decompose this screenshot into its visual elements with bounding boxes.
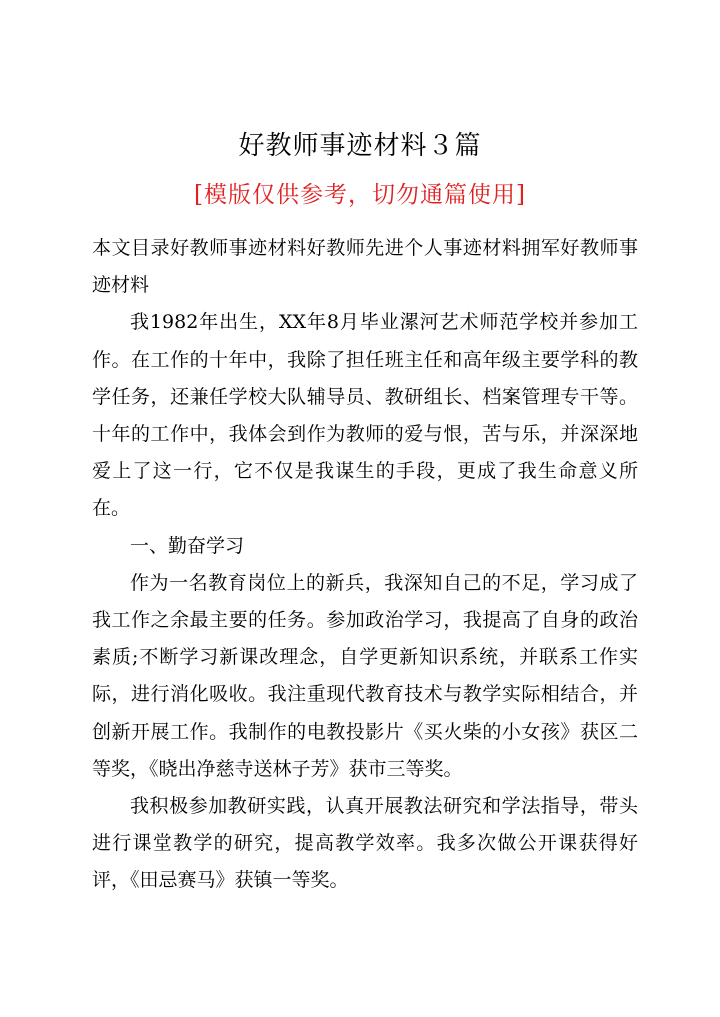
document-body — [92, 230, 638, 900]
paragraph-study: 作为一名教育岗位上的新兵，我深知自己的不足，学习成了我工作之余最主要的任务。参加政治学习，我提高了自身的政治素质;不断学习新课改理念，自学更新知识系统，并联系工作实际，进行消化吸收。我注重现代教育技术与教学实际相结合，并创新开展工作。我制作的电教投影片《买火柴的小女孩》获区二等奖，《晓出净慈寺送林子芳》获市三等奖。 — [92, 571, 638, 780]
paragraph-intro: 我1982年出生，XX年8月毕业漯河艺术师范学校并参加工作。在工作的十年中，我除了担任班主任和高年级主要学科的教学任务，还兼任学校大队辅导员、教研组长、档案管理专干等。十年的工作中，我体会到作为教师的爱与恨，苦与乐，并深深地爱上了这一行，它不仅是我谋生的手段，更成了我生命意义所在。 — [92, 311, 638, 520]
section-heading-study: 一、勤奋学习 — [130, 534, 245, 557]
template-disclaimer: [模版仅供参考，切勿通篇使用] — [194, 182, 526, 208]
document-title: 好教师事迹材料３篇 — [238, 131, 482, 161]
paragraph-research: 我积极参加教研实践，认真开展教法研究和学法指导，带头进行课堂教学的研究，提高教学效率。我多次做公开课获得好评，《田忌赛马》获镇一等奖。 — [92, 795, 638, 892]
table-of-contents: 本文目录好教师事迹材料好教师先进个人事迹材料拥军好教师事迹材料 — [92, 237, 638, 297]
